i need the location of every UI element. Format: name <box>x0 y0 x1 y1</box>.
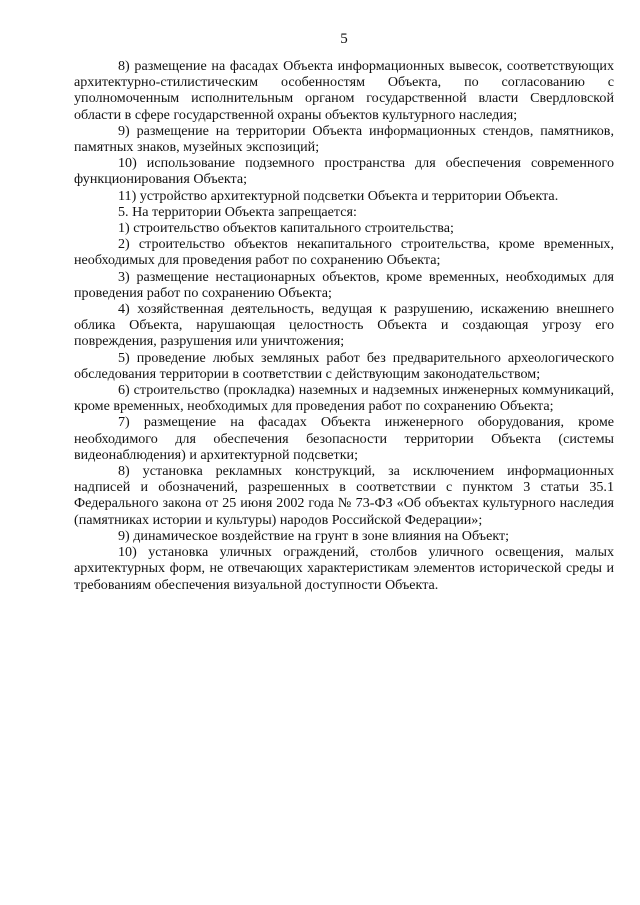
paragraph: 9) размещение на территории Объекта информационных стендов, памятников, памятных знаков, музейных экспозиций; <box>74 122 614 156</box>
paragraph: 3) размещение нестационарных объектов, кроме временных, необходимых для проведения работ по сохранению Объекта; <box>74 268 614 301</box>
paragraph: 10) установка уличных ограждений, столбов уличного освещения, малых архитектурных форм, не отвечающих характеристикам элементов исторической среды и требованиям обеспечения визуальной доступности Объекта. <box>74 544 614 593</box>
paragraph: 4) хозяйственная деятельность, ведущая к разрушению, искажению внешнего облика Объекта, нарушающая целостность Объекта и создающая угрозу его повреждения, разрушения или уничтожения; <box>74 301 614 350</box>
paragraph: 5) проведение любых земляных работ без предварительного археологического обследования территории в соответствии с действующим законодательством; <box>74 349 614 382</box>
page-number: 5 <box>340 31 348 47</box>
paragraph: 8) размещение на фасадах Объекта информационных вывесок, соответствующих архитектурно-стилистическим особенностям Объекта, по согласованию с уполномоченным исполнительным органом государственной власти Свердловской области в сфере государственной охраны объектов культурного наследия; <box>74 58 614 123</box>
paragraph: 7) размещение на фасадах Объекта инженерного оборудования, кроме необходимого для обеспечения безопасности территории Объекта (системы видеонаблюдения) и архитектурной подсветки; <box>74 414 614 463</box>
paragraph: 1) строительство объектов капитального строительства; <box>118 220 454 237</box>
paragraph: 10) использование подземного пространства для обеспечения современного функционирования Объекта; <box>74 155 614 188</box>
section-heading: 5. На территории Объекта запрещается: <box>118 203 357 220</box>
paragraph: 9) динамическое воздействие на грунт в зоне влияния на Объект; <box>118 527 510 544</box>
document-body <box>74 58 614 593</box>
paragraph: 8) установка рекламных конструкций, за исключением информационных надписей и обозначений, разрешенных в соответствии с пунктом 3 статьи 35.1 Федерального закона от 25 июня 2002 года № 73-ФЗ «Об объектах культурного наследия (памятниках истории и культуры) народов Российской Федерации»; <box>74 463 614 528</box>
paragraph: 11) устройство архитектурной подсветки Объекта и территории Объекта. <box>118 187 559 204</box>
paragraph: 2) строительство объектов некапитального строительства, кроме временных, необходимых для проведения работ по сохранению Объекта; <box>74 236 614 269</box>
paragraph: 6) строительство (прокладка) наземных и надземных инженерных коммуникаций, кроме временных, необходимых для проведения работ по сохранению Объекта; <box>74 382 614 415</box>
